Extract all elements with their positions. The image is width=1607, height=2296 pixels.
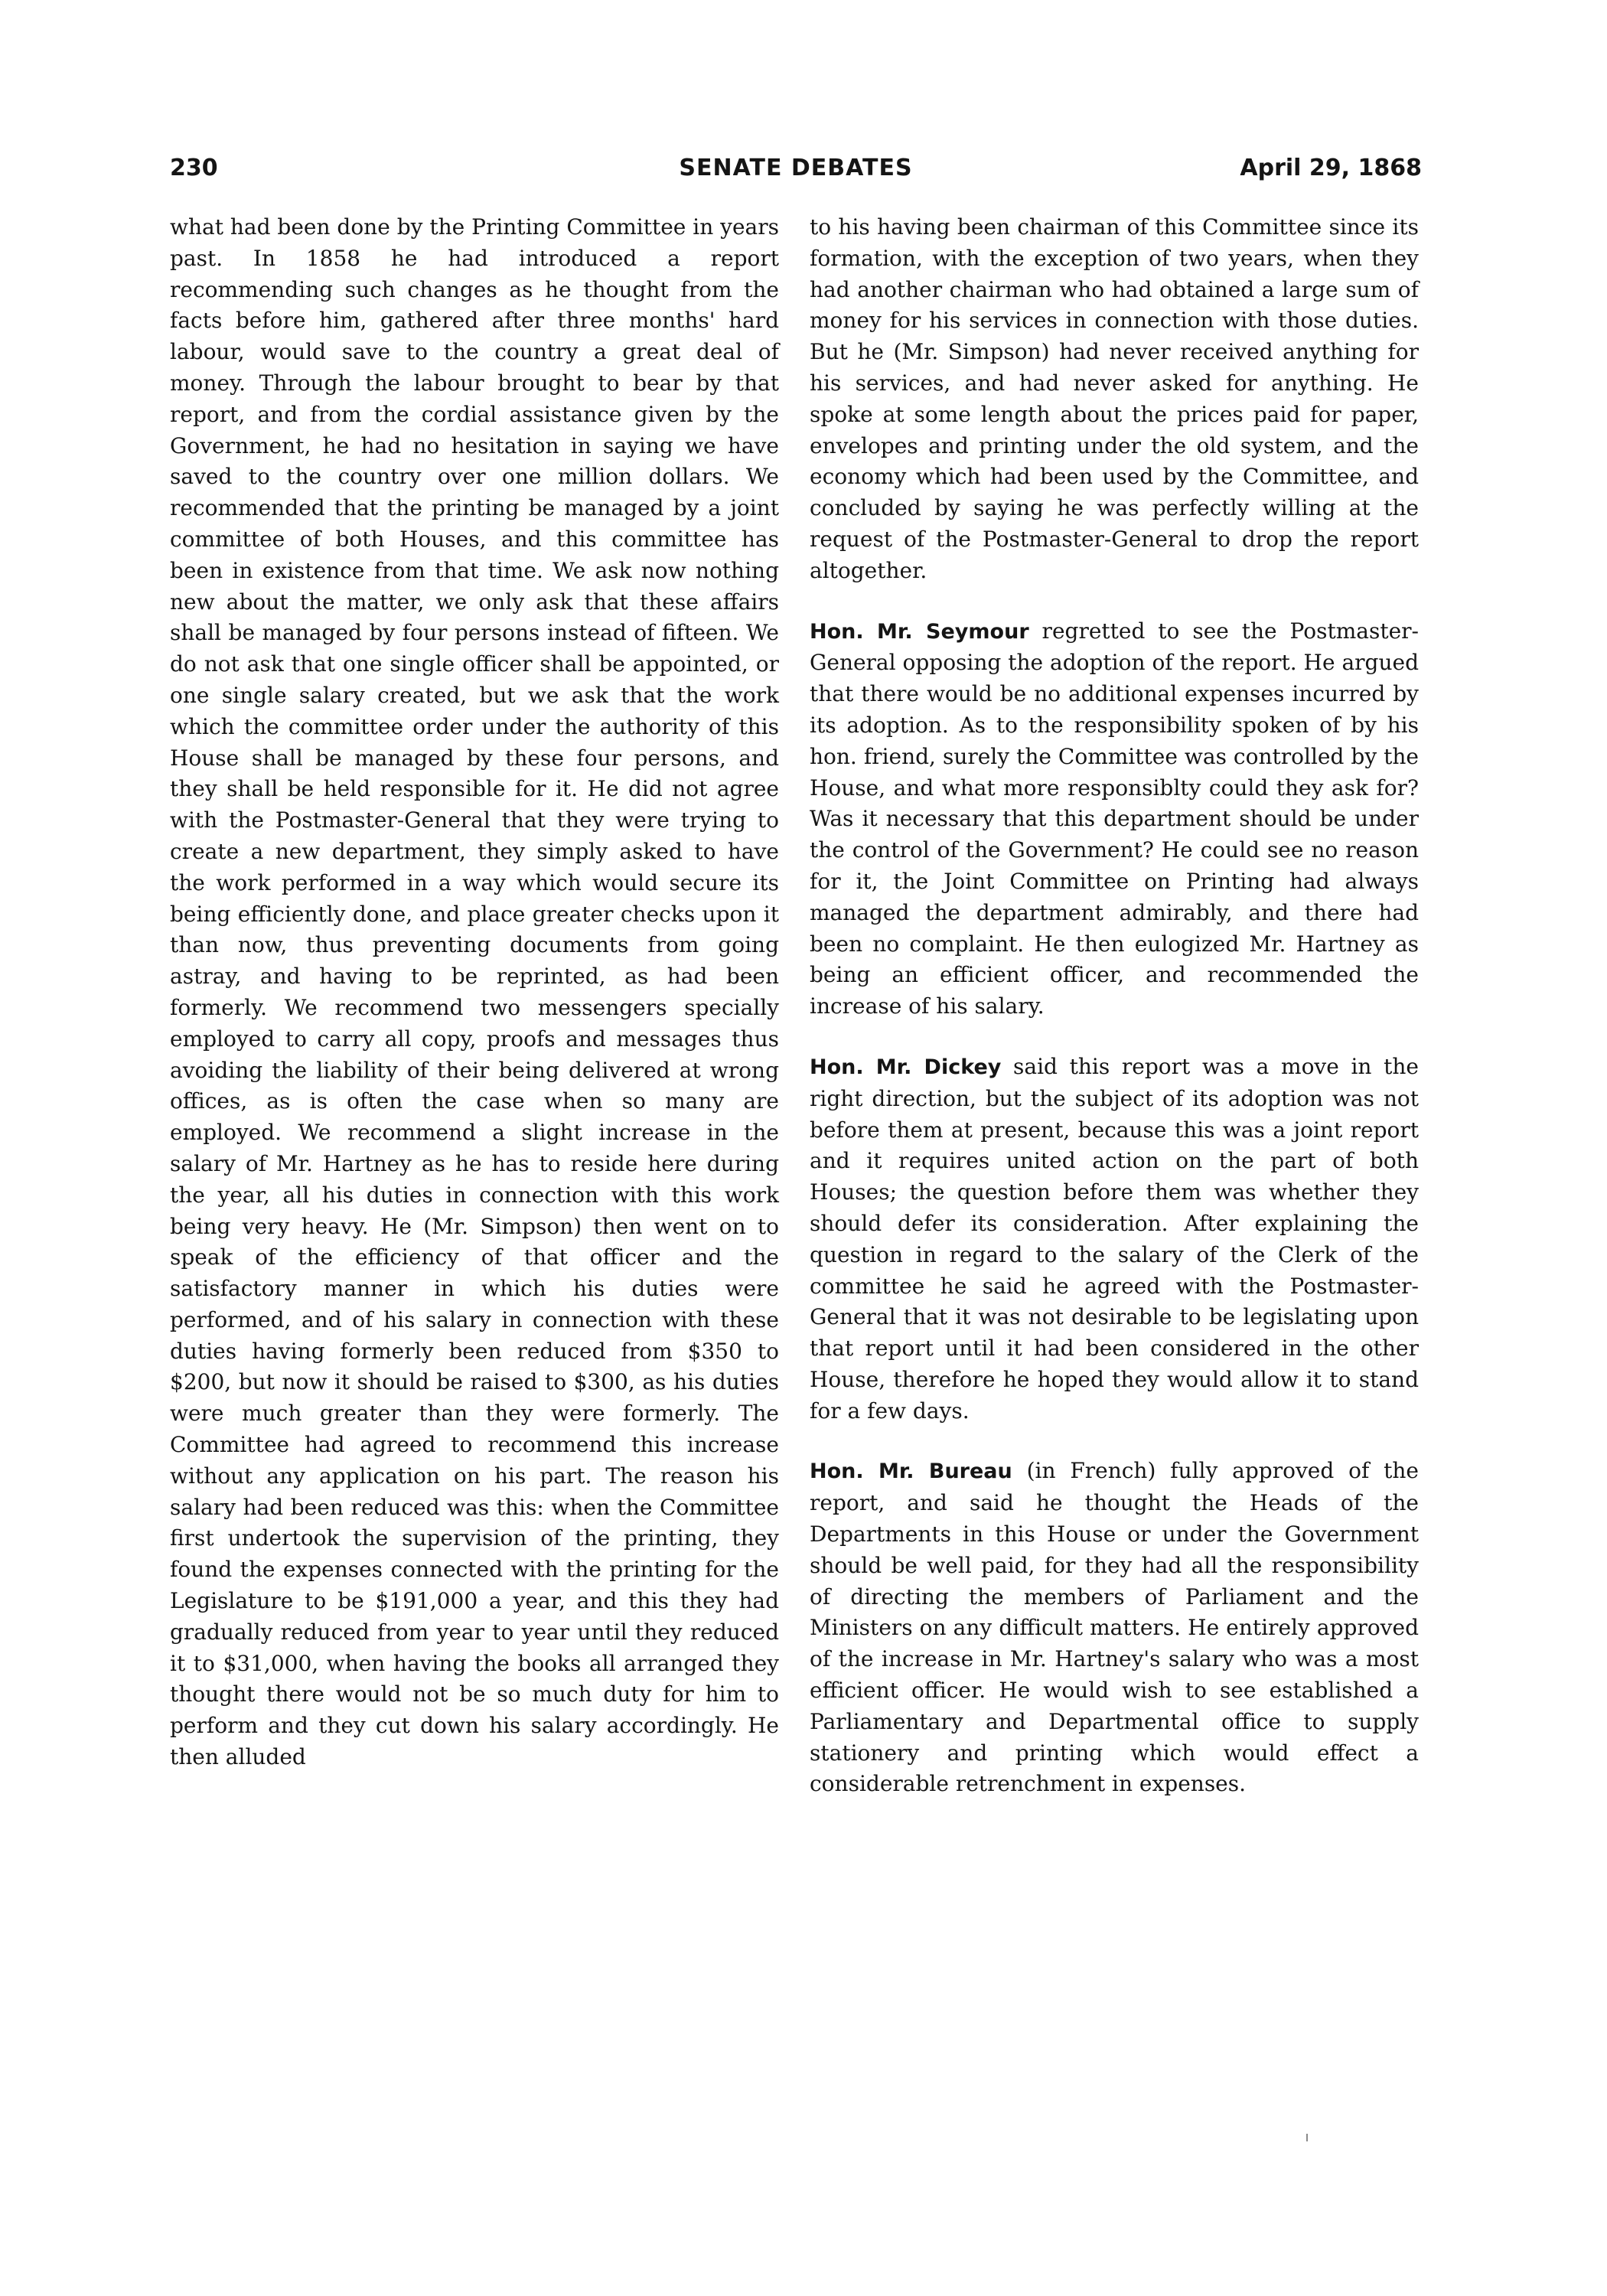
speaker-dickey: Hon. Mr. Dickey [810,1055,1002,1079]
speaker-seymour: Hon. Mr. Seymour [810,619,1029,644]
page-header [170,152,1422,185]
speaker-bureau: Hon. Mr. Bureau [810,1459,1012,1484]
simpson-speech-conclusion: to his having been chairman of this Committee since its formation, with the exception of two years, when they had another chairman who had obtained a large sum of money for his services in connection with those duties. But he (Mr. Simpson) had never received anything for his services, and had never asked for anything. He spoke at some length about the prices paid for paper, envelopes and printing under the old system, and the economy which had been used by the Committee, and concluded by saying he was perfectly willing at the request of the Postmaster-General to drop the report altogether. [810,214,1419,583]
seymour-speech: regretted to see the Postmaster-General opposing the adoption of the report. He argued that there would be no additional expenses incurred by its adoption. As to the responsibility spoken of by his hon. friend, surely the Committee was controlled by the House, and what more responsiblty could they ask for? Was it necessary that this department should be under the control of the Government? He could see no reason for it, the Joint Committee on Printing had always managed the department admirably, and there had been no complaint. He then eulogized Mr. Hartney as being an efficient officer, and recommended the increase of his salary. [810,618,1420,1019]
header-date: April 29, 1868 [1240,155,1422,181]
simpson-speech-continued: what had been done by the Printing Committee in years past. In 1858 he had introduced a report recommending such changes as he thought from the facts before him, gathered after three months' hard labour, would save to the country a great deal of money. Through the labour brought to bear by that report, and from the cordial assistance given by the Government, he had no hesitation in saying we have saved to the country over one million dollars. We recommended that the printing be managed by a joint committee of both Houses, and this committee has been in existence from that time. We ask now nothing new about the matter, we only ask that these affairs shall be managed by four persons instead of fifteen. We do not ask that one single officer shall be appointed, or one single salary created, but we ask that the work which the committee order under the authority of this House shall be managed by these four persons, and they shall be held responsible for it. He did not agree with the Postmaster-General that they were trying to create a new department, they simply asked to have the work performed in a way which would secure its being efficiently done, and place greater checks upon it than now, thus preventing documents from going astray, and having to be reprinted, as had been formerly. We recommend two messengers specially employed to carry all copy, proofs and messages thus avoiding the liability of their being delivered at wrong offices, as is often the case when so many are employed. We recommend a slight increase in the salary of Mr. Hartney as he has to reside here during the year, all his duties in connection with this work being very heavy. He (Mr. Simpson) then went on to speak of the efficiency of that officer and the satisfactory manner in which his duties were performed, and of his salary in connection with these duties having formerly been reduced from $350 to $200, but now it should be raised to $300, as his duties were much greater than they were formerly. The Committee had agreed to recommend this increase without any application on his part. The reason his salary had been reduced was this: when the Committee first undertook the supervision of the printing, they found the expenses connected with the printing for the Legislature to be $191,000 a year, and this they had gradually reduced from year to year until they reduced it to $31,000, when having the books all arranged they thought there would not be so much duty for him to perform and they cut down his salary accordingly. He then alluded [170,214,779,1770]
right-column [810,212,1419,1800]
running-title: SENATE DEBATES [679,155,913,181]
page-number: 230 [170,155,218,181]
seymour-paragraph [810,616,1419,1022]
scan-mark [1306,2134,1308,2141]
dickey-paragraph [810,1052,1419,1427]
dickey-speech: said this report was a move in the right direction, but the subject of its adoption was not before them at present, because this was a joint report and it requires united action on the part of both Houses; the question before them was whether they should defer its consideration. After explaining the question in regard to the salary of the Clerk of the committee he said he agreed with the Postmaster-General that it was not desirable to be legislating upon that report until it had been considered in the other House, therefore he hoped they would allow it to stand for a few days. [810,1053,1419,1424]
bureau-paragraph [810,1456,1419,1800]
left-column [170,212,779,1773]
bureau-speech: (in French) fully approved of the report, and said he thought the Heads of the Departments in this House or under the Government should be well paid, for they had all the responsibility of directing the members of Parliament and the Ministers on any difficult matters. He entirely approved of the increase in Mr. Hartney's salary who was a most efficient officer. He would wish to see established a Parliamentary and Departmental office to supply stationery and printing which would effect a considerable retrenchment in expenses. [810,1458,1419,1797]
